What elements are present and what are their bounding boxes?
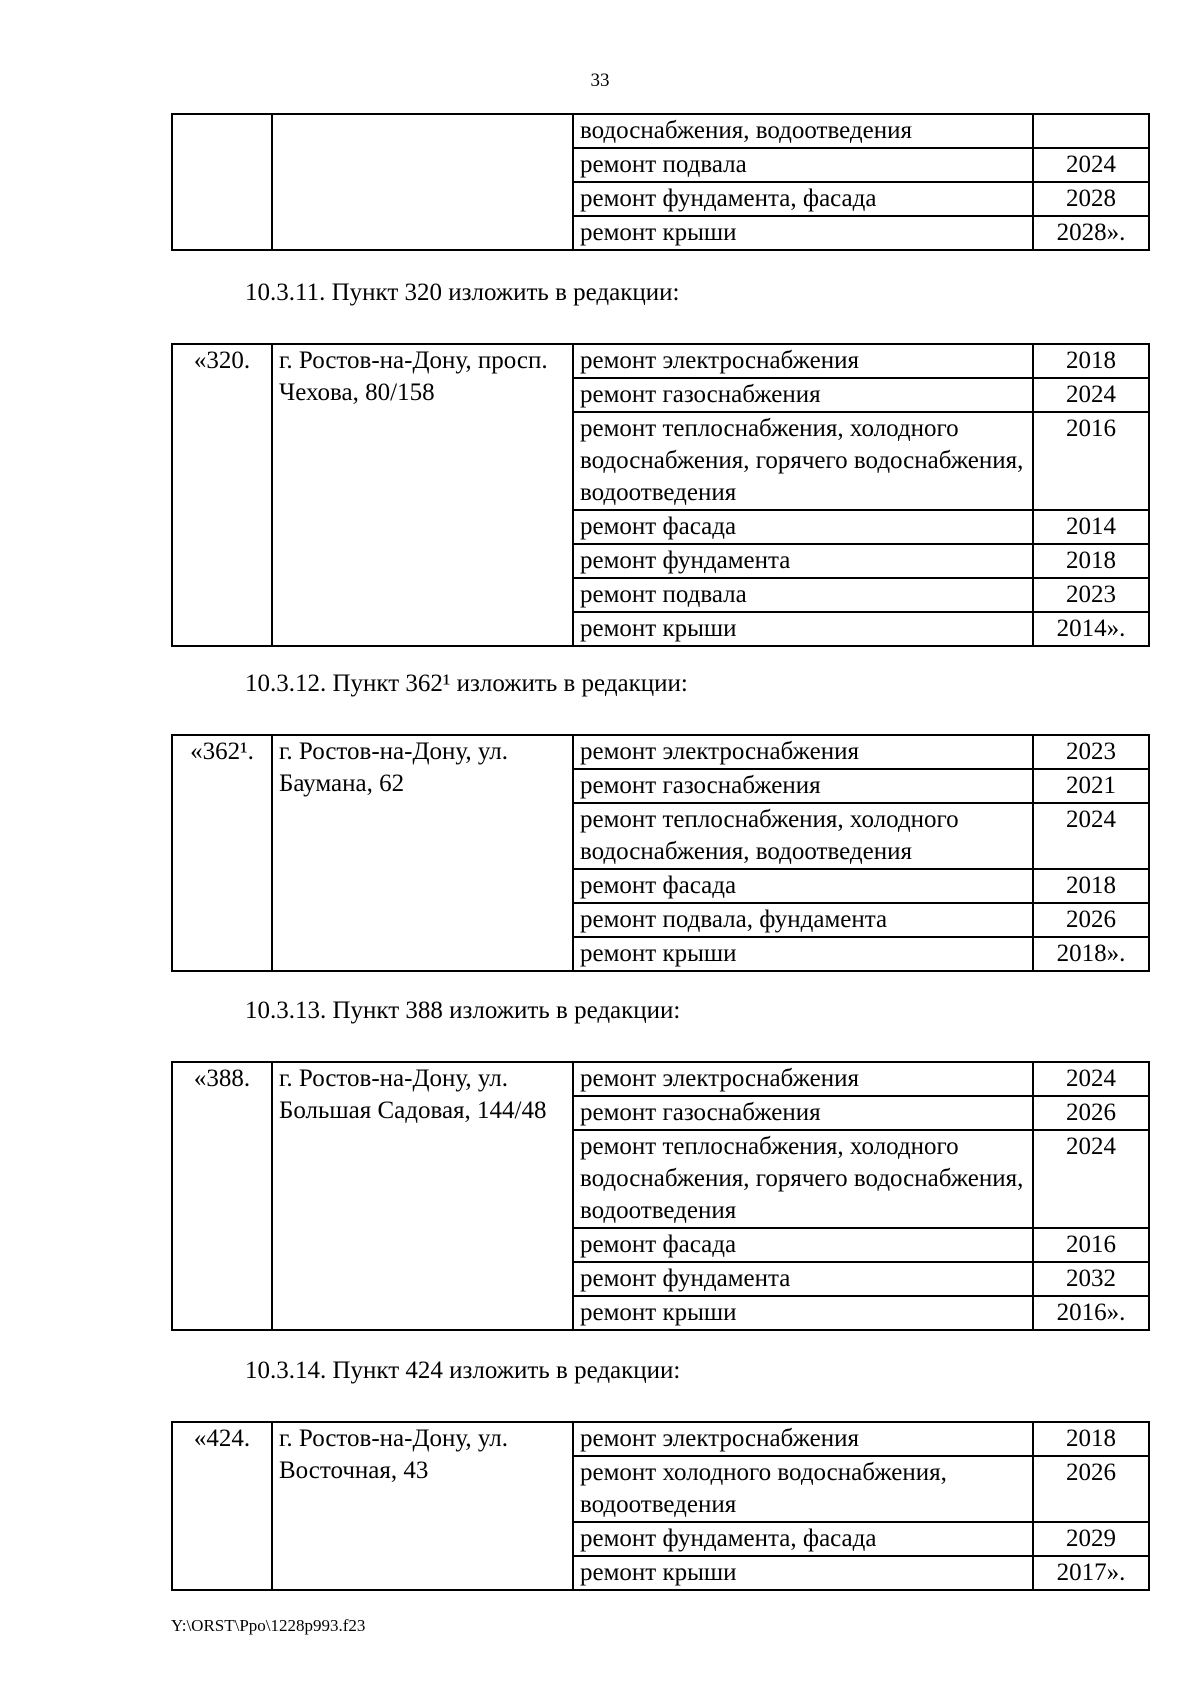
footer-file-path: Y:\ORST\Ppo\1228p993.f23: [171, 1616, 366, 1635]
year-cell: 2017».: [1033, 1556, 1149, 1590]
year-cell: 2028: [1033, 182, 1149, 216]
address-cell: г. Ростов-на-Дону, просп. Чехова, 80/158: [272, 344, 573, 646]
work-cell: ремонт газоснабжения: [573, 378, 1033, 412]
work-cell: ремонт фундамента: [573, 544, 1033, 578]
year-cell: 2018: [1033, 544, 1149, 578]
table-row: [172, 114, 1149, 148]
work-cell: ремонт теплоснабжения, холодного водоснабжения, горячего водоснабжения, водоотведения: [573, 412, 1033, 510]
year-cell: 2018: [1033, 869, 1149, 903]
work-cell: ремонт подвала: [573, 148, 1033, 182]
work-cell: ремонт электроснабжения: [573, 1422, 1033, 1456]
address-cell: г. Ростов-на-Дону, ул. Баумана, 62: [272, 735, 573, 971]
section-heading: 10.3.12. Пункт 362¹ изложить в редакции:: [245, 670, 688, 697]
year-cell: 2023: [1033, 735, 1149, 769]
work-cell: ремонт электроснабжения: [573, 344, 1033, 378]
work-cell: ремонт теплоснабжения, холодного водоснабжения, водоотведения: [573, 803, 1033, 869]
item-362-1-table: [171, 734, 1150, 972]
work-cell: ремонт электроснабжения: [573, 735, 1033, 769]
work-cell: ремонт холодного водоснабжения, водоотведения: [573, 1456, 1033, 1522]
work-cell: ремонт фасада: [573, 869, 1033, 903]
work-cell: ремонт крыши: [573, 1296, 1033, 1330]
work-cell: ремонт подвала: [573, 578, 1033, 612]
year-cell: 2023: [1033, 578, 1149, 612]
address-cell: [272, 114, 573, 250]
work-cell: водоснабжения, водоотведения: [573, 114, 1033, 148]
year-cell: 2029: [1033, 1522, 1149, 1556]
work-cell: ремонт крыши: [573, 1556, 1033, 1590]
work-cell: ремонт электроснабжения: [573, 1062, 1033, 1096]
year-cell: 2024: [1033, 803, 1149, 869]
work-cell: ремонт газоснабжения: [573, 1096, 1033, 1130]
work-cell: ремонт теплоснабжения, холодного водоснабжения, горячего водоснабжения, водоотведения: [573, 1130, 1033, 1228]
address-cell: г. Ростов-на-Дону, ул. Большая Садовая, 144/48: [272, 1062, 573, 1330]
year-cell: 2016: [1033, 412, 1149, 510]
work-cell: ремонт фундамента: [573, 1262, 1033, 1296]
year-cell: 2024: [1033, 1130, 1149, 1228]
table-row: [172, 1062, 1149, 1096]
year-cell: [1033, 114, 1149, 148]
section-heading: 10.3.11. Пункт 320 изложить в редакции:: [245, 279, 680, 306]
work-cell: ремонт крыши: [573, 216, 1033, 250]
year-cell: 2021: [1033, 769, 1149, 803]
year-cell: 2024: [1033, 378, 1149, 412]
item-320-table: [171, 343, 1150, 647]
year-cell: 2018».: [1033, 937, 1149, 971]
year-cell: 2024: [1033, 148, 1149, 182]
item-number-cell: «424.: [172, 1422, 272, 1590]
work-cell: ремонт фасада: [573, 510, 1033, 544]
year-cell: 2026: [1033, 1456, 1149, 1522]
table-row: [172, 735, 1149, 769]
item-number-cell: «388.: [172, 1062, 272, 1330]
year-cell: 2032: [1033, 1262, 1149, 1296]
work-cell: ремонт газоснабжения: [573, 769, 1033, 803]
year-cell: 2016: [1033, 1228, 1149, 1262]
year-cell: 2018: [1033, 1422, 1149, 1456]
year-cell: 2014».: [1033, 612, 1149, 646]
year-cell: 2014: [1033, 510, 1149, 544]
year-cell: 2018: [1033, 344, 1149, 378]
work-cell: ремонт фундамента, фасада: [573, 1522, 1033, 1556]
work-cell: ремонт фасада: [573, 1228, 1033, 1262]
item-number-cell: [172, 114, 272, 250]
year-cell: 2016».: [1033, 1296, 1149, 1330]
section-heading: 10.3.13. Пункт 388 изложить в редакции:: [245, 997, 681, 1024]
item-number-cell: «320.: [172, 344, 272, 646]
item-number-cell: «362¹.: [172, 735, 272, 971]
year-cell: 2024: [1033, 1062, 1149, 1096]
work-cell: ремонт крыши: [573, 612, 1033, 646]
section-heading: 10.3.14. Пункт 424 изложить в редакции:: [245, 1357, 681, 1384]
year-cell: 2026: [1033, 1096, 1149, 1130]
page-number: 33: [590, 70, 610, 91]
work-cell: ремонт крыши: [573, 937, 1033, 971]
year-cell: 2028».: [1033, 216, 1149, 250]
address-cell: г. Ростов-на-Дону, ул. Восточная, 43: [272, 1422, 573, 1590]
work-cell: ремонт подвала, фундамента: [573, 903, 1033, 937]
item-424-table: [171, 1421, 1150, 1591]
work-cell: ремонт фундамента, фасада: [573, 182, 1033, 216]
table-row: [172, 1422, 1149, 1456]
year-cell: 2026: [1033, 903, 1149, 937]
item-388-table: [171, 1061, 1150, 1331]
table-row: [172, 344, 1149, 378]
continuation-table: [171, 113, 1150, 251]
